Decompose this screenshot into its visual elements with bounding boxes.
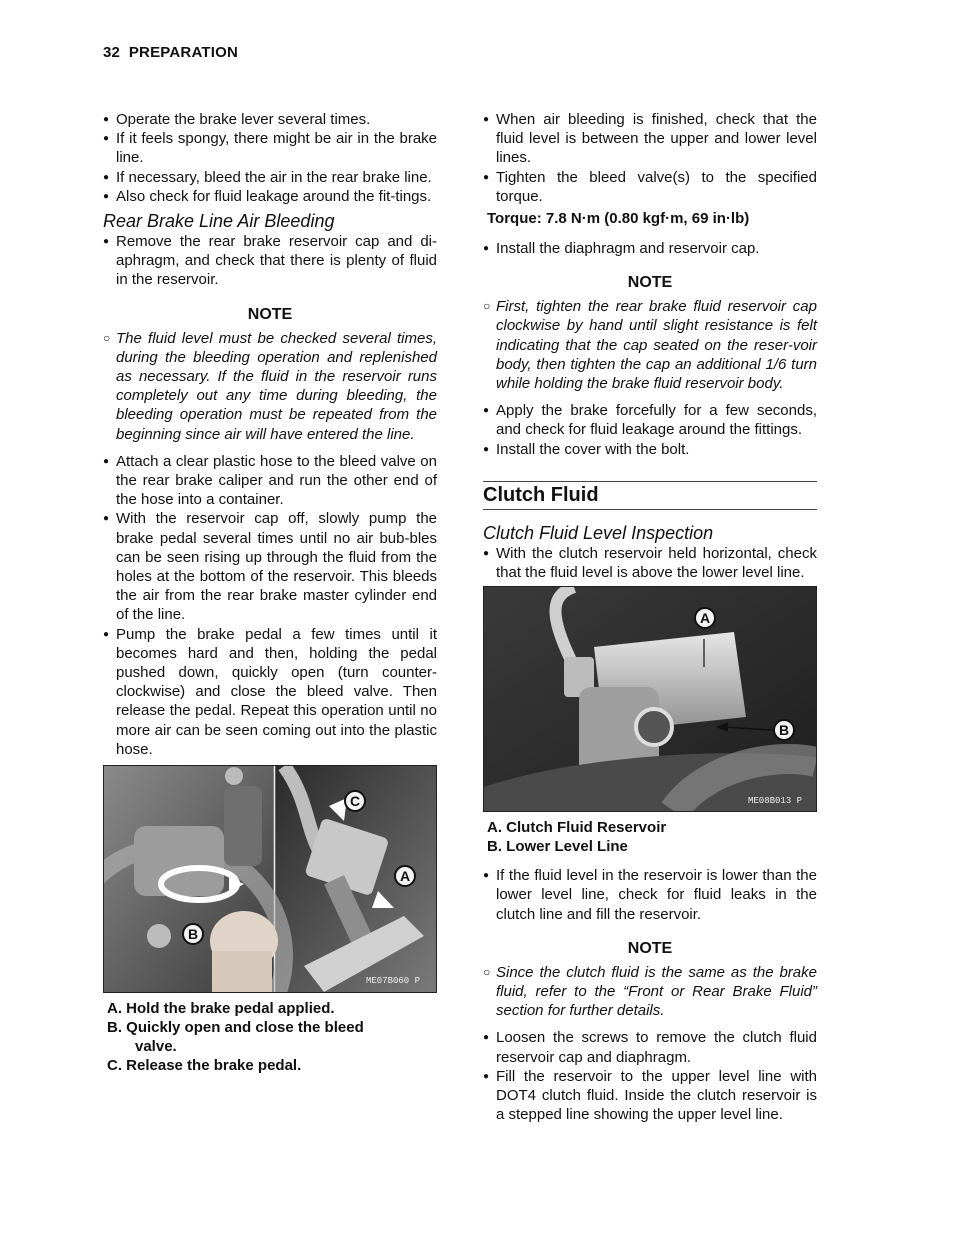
callout-a: A [694, 607, 716, 629]
figure-caption: A. Hold the brake pedal applied. [107, 1000, 335, 1018]
clutch-photo-art [484, 587, 816, 811]
page-number: 32 [103, 44, 121, 61]
callout-b: B [773, 719, 795, 741]
list-item: ● Install the diaphragm and reservoir cap. [483, 239, 817, 258]
list-item: ● Pump the brake pedal a few times until it becomes hard and then, holding the pedal pushed down, quickly open (turn counter-clockwise) and close the bleed valve. Then release the pedal. Repeat this operation until no more air can be seen coming out into the plastic hose. [103, 625, 437, 759]
callout-b: B [182, 923, 204, 945]
subheading-rear-brake-bleeding: Rear Brake Line Air Bleeding [103, 211, 335, 232]
list-item: ● Fill the reservoir to the upper level line with DOT4 clutch fluid. Inside the clutch reservoir is a stepped line showing the upper level line. [483, 1067, 817, 1125]
brake-photo-art [104, 766, 436, 992]
section-name: PREPARATION [128, 44, 238, 61]
list-item: ● Also check for fluid leakage around the fit-tings. [103, 187, 437, 206]
note-title: NOTE [627, 274, 673, 292]
figure-caption: B. Lower Level Line [487, 838, 628, 856]
figure-caption: A. Clutch Fluid Reservoir [487, 819, 667, 837]
clutch-reservoir-photo [483, 586, 817, 812]
list-item: ● Loosen the screws to remove the clutch fluid reservoir cap and diaphragm. [483, 1028, 817, 1066]
list-item: ● When air bleeding is finished, check that the fluid level is between the upper and lower level lines. [483, 110, 817, 168]
figure-code: ME07B060 P [366, 976, 421, 987]
page-header [103, 44, 238, 61]
subheading-clutch-level: Clutch Fluid Level Inspection [483, 522, 714, 543]
note-title: NOTE [627, 939, 673, 957]
list-item: ● If the fluid level in the reservoir is lower than the lower level line, check for fluid leaks in the clutch line and fill the reservoir. [483, 866, 817, 924]
list-item: ● Install the cover with the bolt. [483, 440, 817, 459]
note-text: ○ The fluid level must be checked several times, during the bleeding operation and replenished as necessary. If the fluid in the reservoir runs completely out any time during bleeding, the bleeding operation must be repeated from the beginning since air will have entered the line. [103, 329, 437, 444]
right-column [483, 110, 817, 1124]
note-title: NOTE [247, 305, 293, 323]
figure-code: ME08B013 P [748, 796, 803, 807]
figure-caption: C. Release the brake pedal. [107, 1057, 302, 1075]
figure-caption: valve. [135, 1038, 177, 1056]
brake-bleeding-photo [103, 765, 437, 993]
section-heading-clutch-fluid [483, 481, 817, 510]
note-text: ○ First, tighten the rear brake fluid reservoir cap clockwise by hand until slight resistance is felt indicating that the cap seated on the reser-voir body, then tighten the cap an additional 1/6 turn while holding the brake fluid reservoir body. [483, 297, 817, 393]
list-item: ● If necessary, bleed the air in the rear brake line. [103, 168, 437, 187]
list-item: ● Attach a clear plastic hose to the bleed valve on the rear brake caliper and run the other end of the hose into a container. [103, 452, 437, 510]
torque-spec: Torque: 7.8 N·m (0.80 kgf·m, 69 in·lb) [487, 210, 750, 228]
list-item: ● Apply the brake forcefully for a few seconds, and check for fluid leakage around the fittings. [483, 401, 817, 439]
callout-c: C [344, 790, 366, 812]
list-item: ● If it feels spongy, there might be air in the brake line. [103, 129, 437, 167]
list-item: ● Tighten the bleed valve(s) to the specified torque. [483, 168, 817, 206]
callout-a: A [394, 865, 416, 887]
left-column [103, 110, 437, 1075]
section-title: Clutch Fluid [483, 483, 599, 506]
note-text: ○ Since the clutch fluid is the same as the brake fluid, refer to the “Front or Rear Brake Fluid” section for further details. [483, 963, 817, 1021]
list-item: ● With the clutch reservoir held horizontal, check that the fluid level is above the lower level line. [483, 544, 817, 582]
list-item: ● Remove the rear brake reservoir cap and di-aphragm, and check that there is plenty of fluid in the reservoir. [103, 232, 437, 290]
figure-caption: B. Quickly open and close the bleed [107, 1019, 364, 1037]
list-item: ● With the reservoir cap off, slowly pump the brake pedal several times until no air bub-bles can be seen rising up through the fluid from the holes at the bottom of the reservoir. This bleeds the air from the rear brake master cylinder end of the line. [103, 509, 437, 624]
list-item: ● Operate the brake lever several times. [103, 110, 437, 129]
